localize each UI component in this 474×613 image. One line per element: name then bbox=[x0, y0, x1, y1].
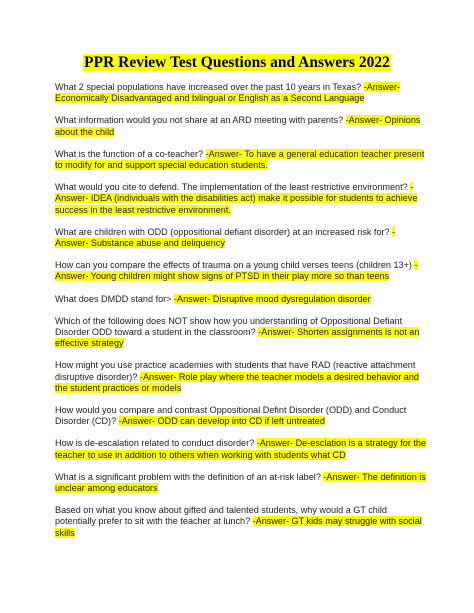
qa-item bbox=[55, 405, 427, 427]
answer-text: -Answer- De-esclation is a strategy for the teacher to use in addition to others when working with students what CD bbox=[55, 438, 427, 460]
question-text: How can you compare the effects of trauma on a young child verses teens (children 13+) bbox=[55, 260, 415, 271]
question-text: Which of the following does NOT show how you understanding of Oppositional Defiant Disorder ODD toward a student in the classroom? bbox=[55, 315, 403, 338]
question-text: What is a significant problem with the definition of an at-risk label? bbox=[55, 471, 324, 482]
qa-item bbox=[55, 115, 427, 137]
question-text: What information would you not share at an ARD meeting with parents? bbox=[55, 115, 346, 126]
question-text: What 2 special populations have increased over the past 10 years in Texas? bbox=[55, 82, 364, 92]
qa-item bbox=[55, 227, 427, 249]
answer-text: -Answer- Substance abuse and deliquency bbox=[55, 226, 396, 249]
answer-text: -Answer- The definition is unclear among educators bbox=[55, 471, 426, 494]
answer-text: -Answer- IDEA (individuals with the disabilities act) make it possible for students to achieve success in the least restrictive environment. bbox=[55, 182, 418, 215]
question-text: Based on what you know about gifted and talented students, why would a GT child potentially prefer to sit with the teacher at lunch? bbox=[55, 505, 387, 527]
answer-text: -Answer- Economically Disadvantaged and bilingual or English as a Second Language bbox=[55, 82, 401, 104]
question-text: How would you compare and contrast Oppositional Defint Disorder (ODD) and Conduct Disorder (CD)? bbox=[55, 405, 407, 427]
document-title-text: PPR Review Test Questions and Answers 2022 bbox=[84, 54, 390, 71]
qa-item bbox=[55, 438, 427, 460]
question-text: How is de-escalation related to conduct disorder? bbox=[55, 438, 257, 449]
document-title bbox=[0, 54, 474, 72]
answer-text: -Answer- GT kids may struggle with social skills bbox=[55, 516, 422, 538]
qa-item bbox=[55, 82, 427, 104]
answer-text: -Answer- ODD can develop into CD if left untreated bbox=[118, 416, 325, 427]
answer-text: -Answer- Role play where the teacher models a desired behavior and the student practices or models bbox=[55, 371, 419, 393]
qa-item bbox=[55, 505, 427, 539]
question-text: What is the function of a co-teacher? bbox=[55, 148, 206, 159]
qa-item bbox=[55, 294, 427, 305]
answer-text: -Answer- Opinions about the child bbox=[55, 115, 421, 137]
qa-item bbox=[55, 360, 427, 394]
qa-item bbox=[55, 472, 427, 494]
question-text: What are children with ODD (oppositional defiant disorder) at an increased risk for? bbox=[55, 226, 393, 237]
qa-list bbox=[55, 82, 427, 550]
question-text: How might you use practice academies with students that have RAD (reactive attachment disruptive disorder)? bbox=[55, 360, 416, 382]
answer-text: -Answer- To have a general education teacher present to modify for and support special education students. bbox=[55, 148, 425, 171]
qa-item bbox=[55, 149, 427, 171]
answer-text: -Answer- Disruptive mood dysregulation disorder bbox=[174, 293, 371, 304]
question-text: What does DMDD stand for> bbox=[55, 293, 175, 304]
qa-item bbox=[55, 260, 427, 282]
answer-text: -Answer- Young children might show signs of PTSD in their play more so than teens bbox=[55, 260, 418, 282]
qa-item bbox=[55, 316, 427, 350]
question-text: What would you cite to defend. The implementation of the least restrictive environment? bbox=[55, 182, 411, 193]
answer-text: -Answer- Shorten assignments is not an effective strategy bbox=[55, 327, 420, 349]
qa-item bbox=[55, 182, 427, 216]
